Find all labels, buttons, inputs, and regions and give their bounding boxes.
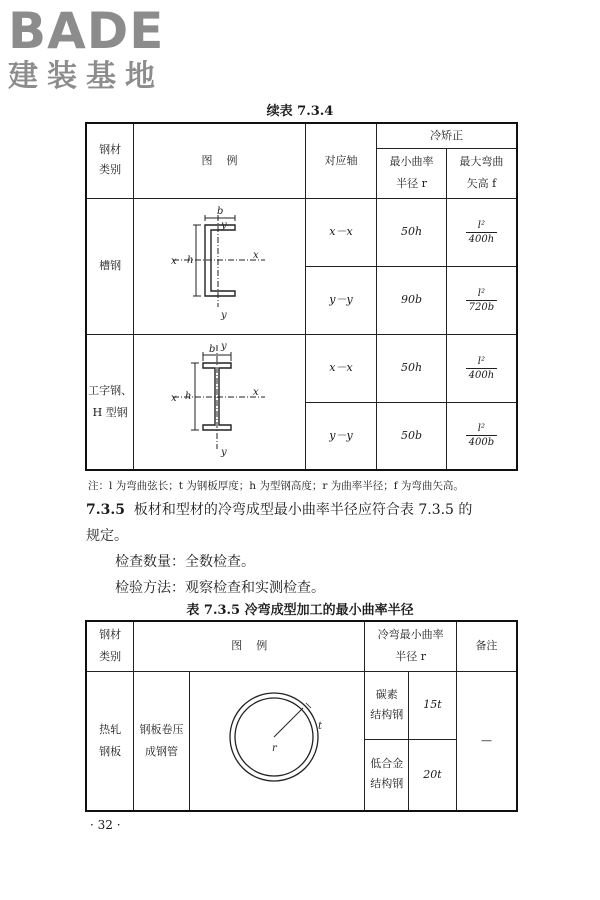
cell-radius-1: 50h xyxy=(377,198,447,266)
t2-cell-alloy-steel: 低合金 结构钢 xyxy=(365,739,409,811)
cell-deflection-1: $\frac{\text{l²}}{400h}$ xyxy=(446,198,517,266)
header-min-radius: 最小曲率 半径 r xyxy=(377,148,447,198)
table-7-3-5 xyxy=(85,620,518,812)
header-max-deflection: 最大弯曲 矢高 f xyxy=(446,148,517,198)
t2-header-remark: 备注 xyxy=(456,621,517,671)
cell-axis-yy-2: y－y xyxy=(305,402,376,470)
label-h-2: h xyxy=(184,390,191,402)
cell-radius-4: 50b xyxy=(377,402,447,470)
inspect-quantity: 检查数量：全数检查。 xyxy=(115,554,255,570)
t2-figure-pipe xyxy=(189,671,365,811)
header-material: 钢材 类别 xyxy=(86,123,134,198)
label-y-bottom-2: y xyxy=(220,446,227,457)
label-x-right: x xyxy=(252,250,259,261)
cell-deflection-4: $\frac{\text{l²}}{400b}$ xyxy=(446,402,517,470)
label-x-right-2: x xyxy=(252,386,259,398)
cell-deflection-2: $\frac{\text{l²}}{720b}$ xyxy=(446,266,517,334)
cell-deflection-3: $\frac{\text{l²}}{400h}$ xyxy=(446,334,517,402)
t2-header-min-radius: 冷弯最小曲率 半径 r xyxy=(365,621,456,671)
label-y-bottom: y xyxy=(220,310,227,321)
brand-logo xyxy=(8,2,165,94)
cell-radius-3: 50h xyxy=(377,334,447,402)
figure-channel-steel xyxy=(134,198,305,334)
label-h: h xyxy=(186,255,193,266)
header-cold-straighten: 冷矫正 xyxy=(377,123,517,148)
i-beam-icon xyxy=(165,339,275,457)
label-x-left-2: x xyxy=(170,392,177,404)
cell-radius-2: 90b xyxy=(377,266,447,334)
t2-header-figure: 图 例 xyxy=(134,621,365,671)
label-t: t xyxy=(318,720,323,732)
label-b: b xyxy=(216,206,223,217)
label-y-top: y xyxy=(220,220,227,231)
page-number: · 32 · xyxy=(90,818,121,832)
label-y-top-2: y xyxy=(220,340,227,352)
t2-header-material: 钢材 类别 xyxy=(86,621,134,671)
cell-i-beam: 工字钢、 H 型钢 xyxy=(86,334,134,470)
table1-caption: 续表 7.3.4 xyxy=(266,104,334,119)
cell-axis-xx-2: x－x xyxy=(305,334,376,402)
header-axis: 对应轴 xyxy=(305,123,376,198)
label-b-2: b xyxy=(208,343,215,355)
table-note: 注：l 为弯曲弦长；t 为钢板厚度；h 为型钢高度；r 为曲率半径；f 为弯曲矢高。 xyxy=(88,480,464,492)
t2-cell-radius-2: 20t xyxy=(409,739,457,811)
table2-caption: 表 7.3.5 冷弯成型加工的最小曲率半径 xyxy=(186,603,414,618)
figure-i-beam xyxy=(134,334,305,470)
channel-steel-icon xyxy=(165,203,275,321)
steel-pipe-icon xyxy=(212,677,342,797)
table-7-3-4-continued xyxy=(85,122,518,471)
cell-axis-xx-1: x－x xyxy=(305,198,376,266)
t2-cell-process: 钢板卷压 成钢管 xyxy=(134,671,190,811)
logo-brand: BADE xyxy=(8,2,165,60)
clause-text: 板材和型材的冷弯成型最小曲率半径应符合表 7.3.5 的 xyxy=(133,502,473,518)
t2-cell-carbon-steel: 碳素 结构钢 xyxy=(365,671,409,739)
cell-axis-yy-1: y－y xyxy=(305,266,376,334)
label-x-left: x xyxy=(170,256,177,267)
clause-text-cont: 规定。 xyxy=(86,528,128,544)
inspect-method: 检验方法：观察检查和实测检查。 xyxy=(115,580,325,596)
clause-number: 7.3.5 xyxy=(86,502,125,518)
t2-cell-remark: — xyxy=(456,671,517,811)
t2-cell-radius-1: 15t xyxy=(409,671,457,739)
paragraph-7-3-5 xyxy=(86,497,472,523)
t2-cell-material: 热轧 钢板 xyxy=(86,671,134,811)
label-r: r xyxy=(272,742,277,754)
header-figure: 图 例 xyxy=(134,123,305,198)
logo-subtitle: 建装基地 xyxy=(8,59,164,94)
cell-channel-steel: 槽钢 xyxy=(86,198,134,334)
